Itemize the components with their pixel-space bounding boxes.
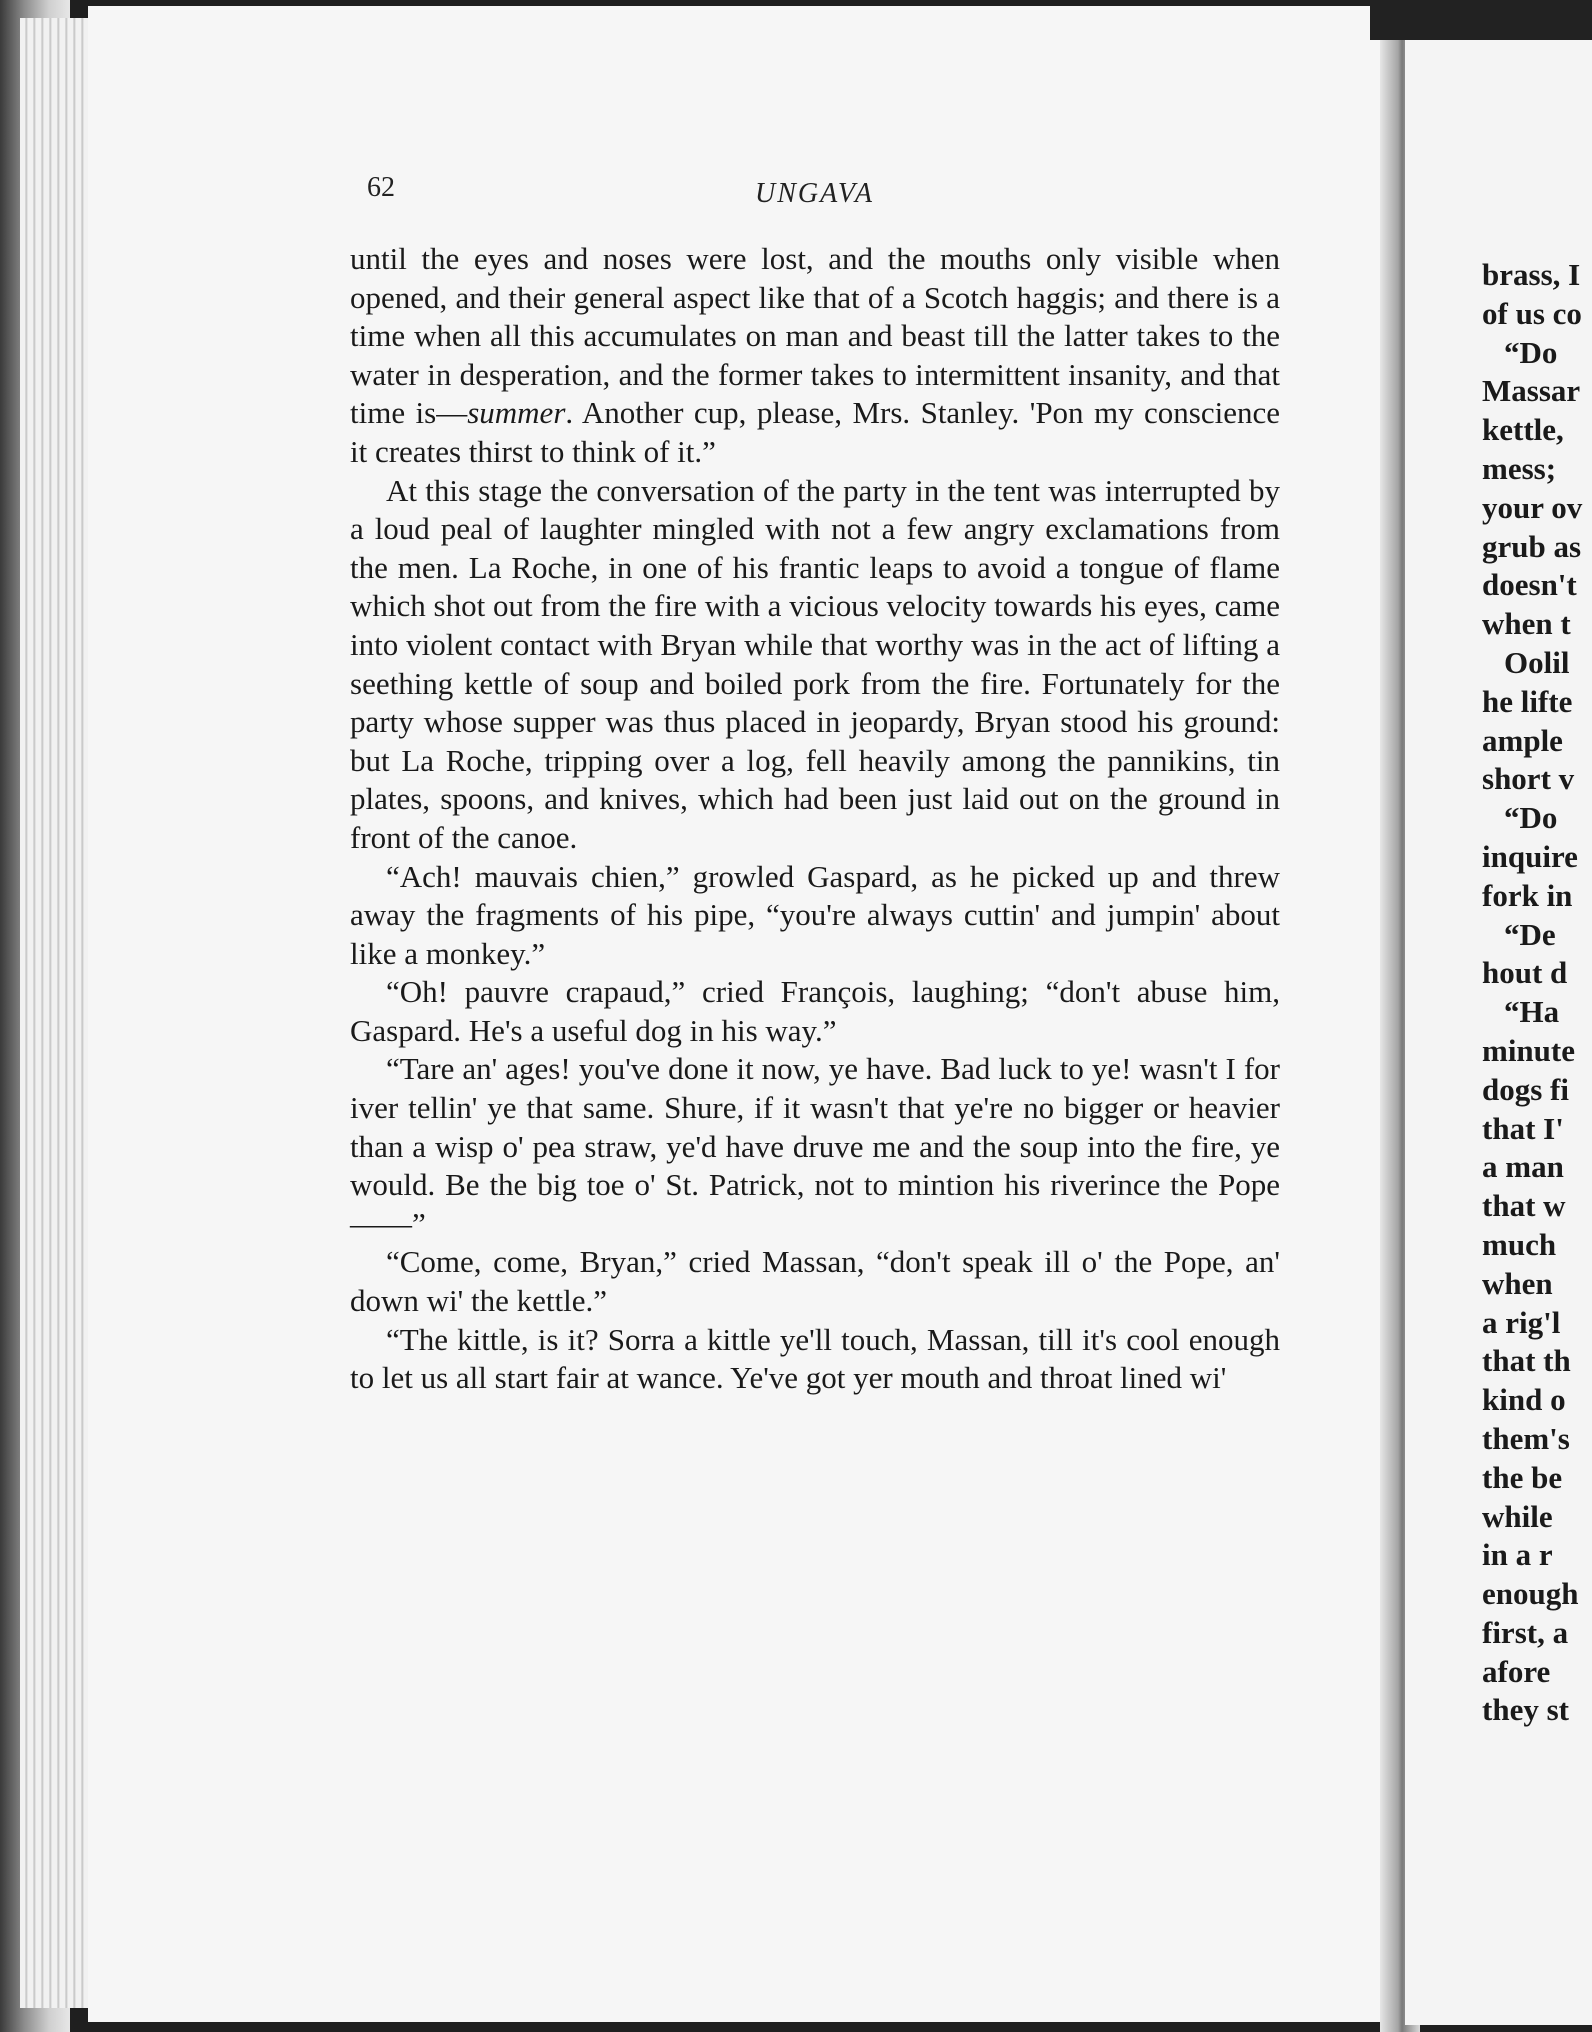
right-page-line: a rig'l [1482, 1304, 1561, 1340]
paragraph-1-tail: . Another cup, please, Mrs. Stanley. 'Pon my conscience it creates thirst to think of it.” [350, 395, 1281, 469]
right-page-line: in a r [1482, 1537, 1553, 1573]
page-stack-edges [20, 18, 90, 2008]
left-page-body [350, 240, 1280, 1398]
right-page-line: much [1482, 1226, 1557, 1262]
right-page-line: brass, I [1482, 257, 1581, 292]
right-page-line: they st [1482, 1692, 1569, 1728]
right-page-line: of us co [1482, 295, 1582, 331]
paragraph-1-text: until the eyes and noses were lost, and the mouths only visible when opened, and their general aspect like that of a Scotch haggis; and there is a time when all this accumulates on man and beast till the latter takes to the water in desperation, and the former takes to intermittent insanity, and that time is— [350, 241, 1280, 431]
right-page-line: enough [1482, 1576, 1579, 1612]
paragraph-3: “Ach! mauvais chien,” growled Gaspard, as he picked up and threw away the fragments of his pipe, “you're always cuttin' and jumpin' about like a monkey.” [350, 858, 1280, 971]
right-page-line: a man [1482, 1149, 1564, 1185]
paragraph-7: “The kittle, is it? Sorra a kittle ye'll touch, Massan, till it's cool enough to let us all start fair at wance. Ye've got yer mouth and throat lined wi' [350, 1321, 1280, 1396]
page-number: 62 [367, 172, 395, 203]
right-page-body [1482, 256, 1592, 1730]
right-page-line: fork in [1482, 877, 1573, 913]
right-page-line: short v [1482, 761, 1575, 797]
right-page-line: grub as [1482, 528, 1582, 564]
paragraph-1-italic: summer [467, 395, 566, 431]
running-title: UNGAVA [755, 178, 874, 209]
right-page-line: kind o [1482, 1382, 1566, 1418]
right-page-line: that w [1482, 1188, 1566, 1224]
paragraph-6: “Come, come, Bryan,” cried Massan, “don't speak ill o' the Pope, an' down wi' the kettle.” [350, 1244, 1280, 1319]
right-page-line: ample [1482, 722, 1563, 758]
right-page-line: “Ha [1504, 994, 1560, 1030]
paragraph-2: At this stage the conversation of the party in the tent was interrupted by a loud peal of laughter mingled with not a few angry exclamations from the men. La Roche, in one of his frantic leaps to avoid a tongue of flame which shot out from the fire with a vicious velocity towards his eyes, came into violent contact with Bryan while that worthy was in the act of lifting a seething kettle of soup and boiled pork from the fire. Fortunately for the party whose supper was thus placed in jeopardy, Bryan stood his ground: but La Roche, tripping over a log, fell heavily among the pannikins, tin plates, spoons, and knives, which had been just laid out on the ground in front of the canoe. [350, 472, 1280, 855]
right-page-line: “Do [1504, 800, 1558, 836]
right-page-line: afore [1482, 1653, 1551, 1689]
right-page-line: dogs fi [1482, 1071, 1569, 1107]
right-page-line: Oolil [1504, 644, 1570, 680]
right-page-line: your ov [1482, 489, 1583, 525]
right-page-line: minute [1482, 1032, 1575, 1068]
right-page-line: that th [1482, 1343, 1571, 1379]
paragraph-4: “Oh! pauvre crapaud,” cried François, laughing; “don't abuse him, Gaspard. He's a useful dog in his way.” [350, 974, 1280, 1048]
right-page-line: first, a [1482, 1614, 1569, 1650]
right-page-line: them's [1482, 1420, 1570, 1456]
right-page-line: that I' [1482, 1110, 1564, 1146]
right-page-line: when [1482, 1265, 1553, 1301]
scan-dark-corner [1370, 0, 1592, 40]
paragraph-5: “Tare an' ages! you've done it now, ye have. Bad luck to ye! wasn't I for iver tellin' ye that same. Shure, if it wasn't that ye're no bigger or heavier than a wisp o' pea straw, ye'd have druve me and the soup into the fire, ye would. Be the big toe o' St. Patrick, not to mintion his riverince the Pope——” [350, 1051, 1280, 1241]
right-page-line: when t [1482, 606, 1571, 642]
right-page-line: the be [1482, 1459, 1563, 1495]
right-page-line: while [1482, 1498, 1553, 1534]
right-page-line: Massar [1482, 373, 1581, 409]
right-page-line: he lifte [1482, 683, 1573, 719]
right-page-line: doesn't [1482, 567, 1577, 603]
right-page-line: kettle, [1482, 412, 1564, 448]
right-page-line: “Do [1504, 334, 1558, 370]
paragraph-1 [350, 240, 1280, 472]
right-page-line: mess; [1482, 450, 1557, 486]
right-page-line: inquire [1482, 838, 1578, 874]
right-page-line: “De [1504, 916, 1556, 952]
right-page-line: hout d [1482, 955, 1568, 991]
